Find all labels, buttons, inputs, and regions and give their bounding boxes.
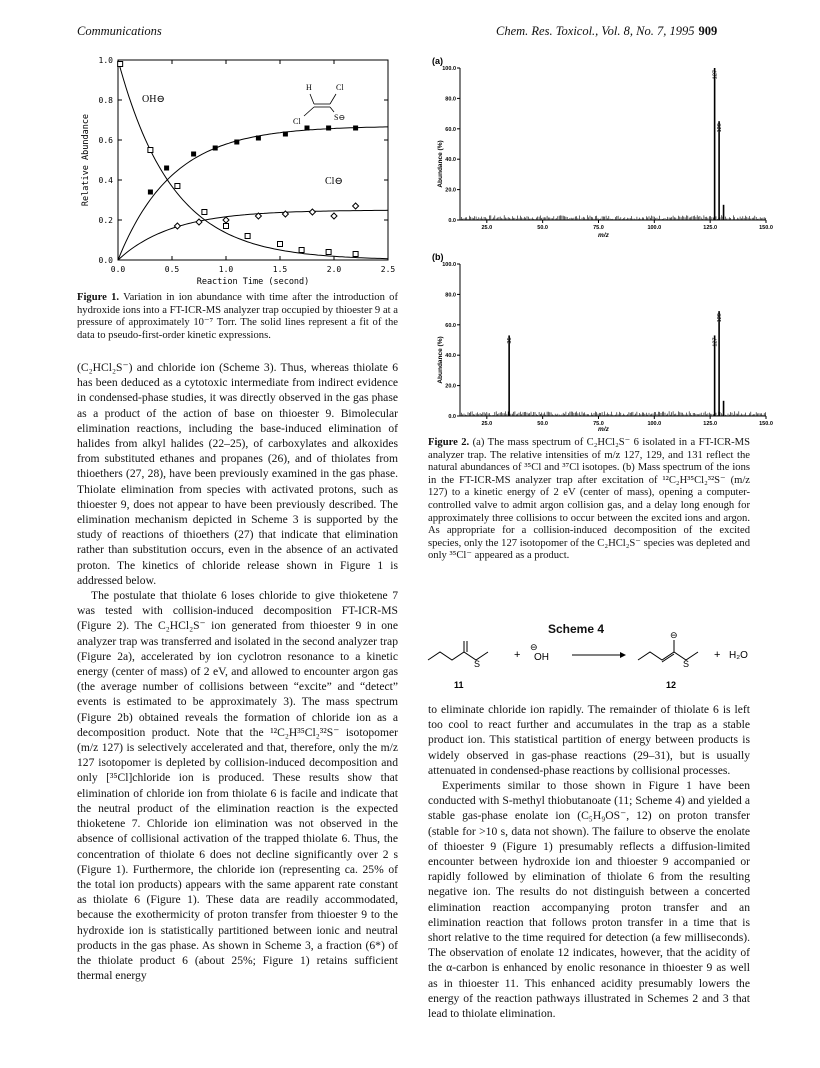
panel-a-x-tick-label: 125.0 (703, 225, 718, 231)
panel-a-y-tick-label: 40.0 (445, 157, 456, 164)
panel-b-x-tick-label: 75.0 (593, 421, 604, 427)
y-tick-label: 0.4 (98, 176, 113, 185)
panel-a-peak-label-127: 127 (712, 70, 719, 80)
x-tick-label: 2.0 (326, 265, 342, 274)
figure-2a-spectrum (430, 54, 780, 239)
thiolate-data-point (256, 136, 261, 141)
figure-2-caption-text: (a) The mass spectrum of C₂HCl₂S⁻ 6 isolated in a FT-ICR-MS analyzer trap. The relative intensities of m/z 127, 129, and 131 reflect the natural abundances of ³⁵Cl and ³⁷Cl isotopes. (b) Mass spectrum of the ions in the FT-ICR-MS analyzer trap after excitation of ¹²C₂H³⁵Cl₂³²S⁻ (m/z 127) to a kinetic energy of 2 eV (center of mass), opening a computer-controlled valve to admit argon collision gas, and a delay long enough for approximately three collisions to occur between the excited ions and argon. As appropriate for a collision-induced decomposition of the excited species, only the 127 isotopomer of the C₂HCl₂S⁻ species was depleted and only ³⁵Cl⁻ appeared as a product. (428, 437, 750, 562)
figure-1-caption-text: Variation in ion abundance with time after the introduction of hydroxide ions into a FT-ICR-MS analyzer trap occupied by thioester 9 at a pressure of approximately 10⁻⁷ Torr. The solid lines represent a fit of the data to pseudo-first-order kinetic expressions. (77, 292, 398, 341)
panel-b-y-tick-label: 0.0 (448, 414, 456, 420)
panel-b-peak-label-127: 127 (712, 337, 719, 347)
thiolate-data-point (305, 126, 310, 131)
panel-a-x-tick-label: 100.0 (647, 225, 662, 231)
journal-citation: Chem. Res. Toxicol., Vol. 8, No. 7, 1995 (496, 24, 695, 38)
y-tick-label: 0.0 (98, 256, 113, 265)
hydroxide-label: OH (534, 652, 549, 663)
panel-b-y-axis-title: Abundance (%) (437, 336, 444, 384)
y-axis-ticks (99, 56, 388, 265)
figure-1-chart (78, 52, 418, 302)
panel-a-x-tick-label: 150.0 (759, 225, 773, 231)
chloride-data-point (174, 223, 180, 229)
reaction-arrow-icon (572, 652, 626, 658)
reactant-number: 11 (454, 680, 464, 690)
x-axis-ticks (111, 60, 396, 274)
panel-b-y-tick-label: 60.0 (445, 322, 456, 329)
hydroxide-data-point (148, 148, 153, 153)
panel-b-peak-label-35: 35 (507, 337, 514, 344)
panel-b-y-tick-label: 40.0 (445, 353, 456, 360)
panel-a-y-tick-label: 20.0 (445, 187, 456, 194)
y-tick-label: 0.2 (98, 216, 113, 225)
thiolate-data-point (353, 126, 358, 131)
chloride-data-point (196, 219, 202, 225)
hydroxide-data-point (118, 62, 123, 67)
chloride-data-point (309, 209, 315, 215)
panel-a-x-tick-label: 75.0 (593, 225, 604, 231)
thioester-11-structure (428, 641, 488, 660)
running-header-section: Communications (77, 24, 162, 38)
fit-curve-2 (118, 127, 388, 260)
panel-b-x-tick-label: 150.0 (759, 421, 773, 427)
fit-curves (118, 60, 388, 260)
x-tick-label: 1.5 (272, 265, 288, 274)
panel-a-label: (a) (432, 56, 443, 66)
panel-a-y-tick-label: 80.0 (445, 96, 456, 103)
page-number: 909 (698, 24, 718, 38)
thiolate-s-label: S⊖ (334, 113, 346, 122)
x-tick-label: 0.0 (110, 265, 126, 274)
left-column-text (77, 360, 398, 983)
panel-a-peaks (460, 68, 766, 220)
chloride-data-point (331, 213, 337, 219)
hydroxide-minus: ⊖ (530, 642, 538, 652)
panel-a-y-tick-label: 0.0 (448, 218, 456, 224)
scheme-4-title: Scheme 4 (548, 622, 605, 636)
figure-1-caption (77, 292, 398, 342)
x-tick-label: 1.0 (218, 265, 234, 274)
y-tick-label: 0.8 (98, 96, 113, 105)
hydroxide-data-point (326, 250, 331, 255)
panel-a-x-tick-label: 25.0 (481, 225, 493, 231)
panel-a-peak-label-129: 129 (717, 123, 724, 133)
chloride-ion-label: Cl⊖ (325, 176, 343, 187)
panel-b-peak-label-129: 129 (717, 313, 724, 323)
panel-a-y-tick-label: 60.0 (445, 126, 456, 133)
figure-1-caption-label: Figure 1. (77, 292, 120, 303)
hydroxide-ion-label: OH⊖ (142, 94, 165, 105)
left-paragraph-2: The postulate that thiolate 6 loses chloride to give thioketene 7 was tested with collision-induced decomposition FT-ICR-MS (Figure 2). The C₂HCl₂S⁻ ion generated from thioester 9 in one analyzer trap was transferred and isolated in the second analyzer trap (Figure 2a), accelerated by ion cyclotron resonance to a kinetic energy (center of mass) of 2 eV, and allowed to encounter argon gas (the average number of collisions between “excite” and “detect” events is estimated to be approximately 3). The mass spectrum (Figure 2b) obtained reveals the formation of chloride ion as a decomposition product. Note that the ¹²C₂H³⁵Cl₂³²S⁻ isotopomer (m/z 127) is selectively accelerated and that, therefore, only the m/z 127 isotopomer is depleted by collision-induced decomposition and only [³⁵Cl]chloride ion is produced. These results show that elimination of chloride ion from thiolate 6 is facile and indicate that the neutral product of the elimination reaction is the expected thioketene 7. Chloride ion elimination was not observed in the absence of collisional activation of the trapped thiolate 6. Thus, the concentration of thiolate 6 does not decline significantly over 2 s (Figure 1). Furthermore, the chloride ion (representing ca. 25% of the total ion products) appears with the same apparent rate constant as thiolate 6 (Figure 1). These data are readily accommodated, because the exothermicity of proton transfer from thioester 9 to the hydroxide ion is statistically partitioned between ionic and neutral products in the gas phase. As shown in Scheme 3, a fraction (6*) of the thiolate product 6 (about 25%; Figure 1) retains sufficient thermal energy (77, 589, 398, 983)
hydroxide-data-point (353, 252, 358, 257)
panel-b-label: (b) (432, 252, 444, 262)
plus-sign-1: + (514, 649, 521, 661)
panel-b-x-tick-label: 25.0 (481, 421, 493, 427)
product-o-minus: ⊖ (670, 630, 678, 640)
right-paragraph-1: to eliminate chloride ion rapidly. The remainder of thiolate 6 is left too cool to react further and accumulates in the trap as a stable product ion. This statistical partition of energy between products is widely observed in gas-phase reactions (29–31), but is usually attenuated in condensed-phase reactions by collisional processes. (428, 703, 750, 777)
right-column-text (428, 702, 750, 1021)
figure-2-caption-label: Figure 2. (428, 437, 470, 448)
chloride-data-point (353, 203, 359, 209)
thiolate-cl-top-label: Cl (336, 83, 344, 92)
thiolate-data-point (234, 140, 239, 145)
panel-a-y-axis-title: Abundance (%) (437, 140, 444, 188)
thiolate-data-point (326, 126, 331, 131)
reactant-sulfur-label: S (474, 659, 481, 669)
thiolate-data-point (213, 146, 218, 151)
figure-2-caption (428, 437, 750, 563)
panel-b-x-tick-label: 100.0 (647, 421, 662, 427)
panel-a-x-axis-title: m/z (598, 232, 609, 239)
product-number: 12 (666, 680, 677, 690)
thiolate-data-point (191, 152, 196, 157)
hydroxide-data-point (202, 210, 207, 215)
panel-a-y-tick-label: 100.0 (442, 66, 456, 72)
y-tick-label: 1.0 (98, 56, 113, 65)
panel-b-x-tick-label: 125.0 (703, 421, 718, 427)
fit-curve-3 (118, 210, 388, 260)
thiolate-data-point (148, 190, 153, 195)
thiolate-data-point (164, 166, 169, 171)
y-tick-label: 0.6 (98, 136, 113, 145)
fit-curve-1 (118, 60, 388, 259)
water-label: H₂O (729, 650, 748, 661)
left-paragraph-1: (C₂HCl₂S⁻) and chloride ion (Scheme 3). Thus, whereas thiolate 6 has been deduced as a cytotoxic intermediate from indirect evidence in condensed-phase studies, it was directly observed in the gas phase as a product of the action of base on thioester 9. Bimolecular elimination reactions, including the base-induced elimination of halides from alkyl halides (22–25), of carboxylates and alkoxides from substituted ethanes and propanes (26), and of thiolates from thioethers (27, 28), have been previously examined in the gas phase. Thiolate elimination from species with activated protons, such as thioester 9, does not appear to have been previously described. The elimination mechanism depicted in Scheme 3 is supported by the study of reactions of thioethers (27) that indicate that elimination rather than substitution occurs, even in the absence of an activated proton. The kinetics of chloride release shown in Figure 1 is addressed below. (77, 361, 398, 587)
thiolate-structure-icon (293, 83, 345, 126)
y-axis-title: Relative Abundance (81, 113, 91, 207)
data-points (118, 62, 359, 257)
panel-b-y-tick-label: 80.0 (445, 292, 456, 299)
thiolate-cl-left-label: Cl (293, 117, 301, 126)
hydroxide-data-point (224, 224, 229, 229)
right-paragraph-2: Experiments similar to those shown in Figure 1 have been conducted with S-methyl thiobutanoate (11; Scheme 4) and yielded a stable gas-phase enolate ion (C₅H₉OS⁻, 12) on proton transfer (stable for >10 s, data not shown). The failure to observe the enolate of thioester 9 (Figure 1) presumably reflects a diffusion-limited encounter between hydroxide ion and thioester 9 accompanied or rapidly followed by elimination of thiolate 6 from the resulting negative ion. The results do not distinguish between a concerted elimination reaction accompanying proton transfer and an elimination reaction that follows proton transfer in a time that is short relative to the time required for detection (a few milliseconds). The observation of enolate 12 indicates, however, that the acidity of the α-carbon is enhanced by enolic resonance in thioester 9 as well as in thioester 11. This enhanced acidity presumably lowers the energy of the reaction pathways illustrated in Schemes 2 and 3 that lead to thiolate elimination. (428, 779, 750, 1021)
thiolate-data-point (283, 132, 288, 137)
hydroxide-data-point (299, 248, 304, 253)
panel-b-x-axis-title: m/z (598, 426, 609, 433)
plus-sign-2: + (714, 649, 721, 661)
x-tick-label: 2.5 (380, 265, 396, 274)
x-tick-label: 0.5 (164, 265, 180, 274)
panel-b-y-tick-label: 20.0 (445, 383, 456, 390)
x-axis-title: Reaction Time (second) (196, 277, 310, 287)
hydroxide-data-point (175, 184, 180, 189)
panel-b-peaks (460, 311, 766, 416)
hydroxide-data-point (245, 234, 250, 239)
plot-frame (118, 60, 388, 260)
chloride-data-point (223, 217, 229, 223)
scheme-4-reaction (424, 630, 764, 692)
product-sulfur-label: S (683, 659, 690, 669)
panel-b-y-tick-label: 100.0 (442, 262, 456, 268)
figure-2b-spectrum (430, 250, 780, 435)
thiolate-h-label: H (306, 83, 312, 92)
running-header-journal (496, 24, 717, 39)
panel-b-x-tick-label: 50.0 (537, 421, 549, 427)
hydroxide-data-point (278, 242, 283, 247)
panel-a-x-tick-label: 50.0 (537, 225, 549, 231)
